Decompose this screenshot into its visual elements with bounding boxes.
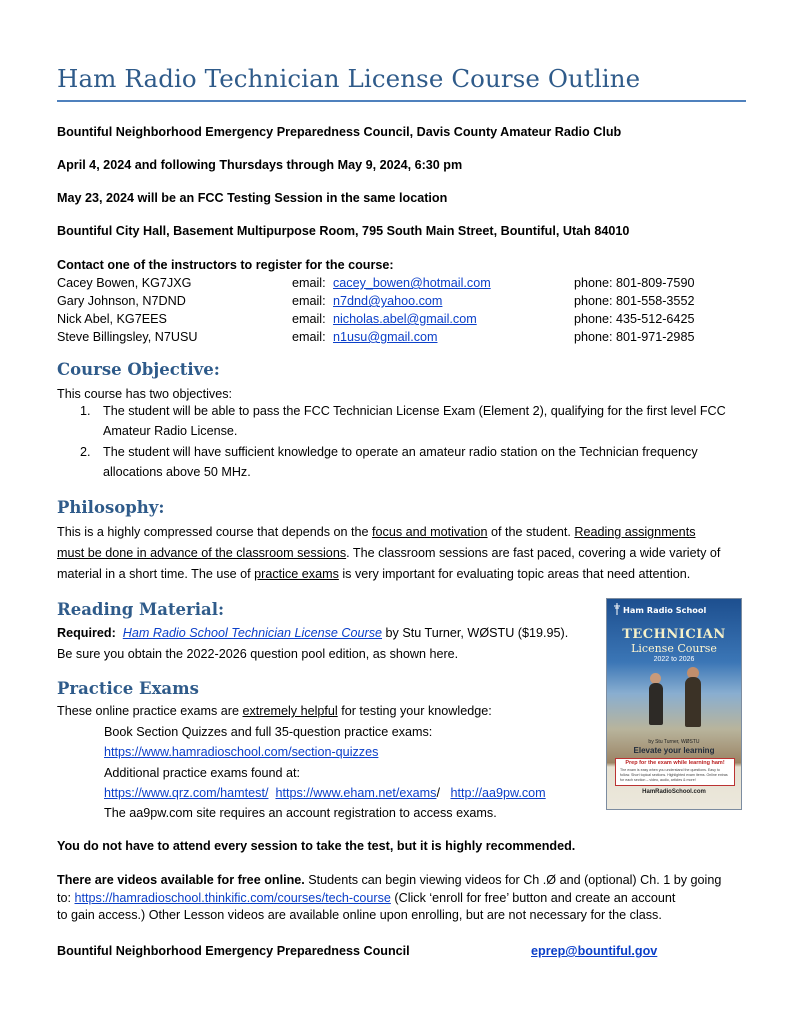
book-subtitle: License Course bbox=[631, 642, 717, 655]
book-cover-image bbox=[606, 598, 742, 810]
eham-link[interactable]: https://www.eham.net/exams bbox=[275, 786, 437, 800]
philosophy-emphasis: must be done in advance of the classroom sessions bbox=[57, 546, 347, 560]
book-link[interactable]: Ham Radio School Technician License Course bbox=[122, 626, 383, 640]
testing-session-line: May 23, 2024 will be an FCC Testing Session in the same location bbox=[57, 191, 448, 205]
instructor-name: Cacey Bowen, KG7JXG bbox=[57, 276, 192, 290]
videos-text: to gain access.) Other Lesson videos are available online upon enrolling, but are not necessary for the class. bbox=[57, 908, 662, 922]
additional-exams-line: Additional practice exams found at: bbox=[104, 766, 301, 780]
videos-text: to: bbox=[57, 890, 75, 905]
videos-bold-text: There are videos available for free online. bbox=[57, 873, 305, 887]
videos-text: (Click ‘enroll for free’ button and create an account bbox=[390, 890, 676, 905]
instructor-phone: phone: 801-971-2985 bbox=[574, 330, 695, 344]
instructor-name: Nick Abel, KG7EES bbox=[57, 312, 167, 326]
book-years: 2022 to 2026 bbox=[653, 656, 695, 663]
section-quizzes-link[interactable]: https://www.hamradioschool.com/section-quizzes bbox=[104, 745, 379, 759]
practice-text: These online practice exams are bbox=[57, 704, 243, 718]
objective-intro: This course has two objectives: bbox=[57, 387, 232, 401]
philosophy-paragraph bbox=[57, 522, 747, 585]
practice-emphasis: extremely helpful bbox=[242, 704, 338, 718]
person-figure bbox=[685, 677, 701, 727]
edition-note: Be sure you obtain the 2022-2026 question pool edition, as shown here. bbox=[57, 647, 459, 661]
instructor-email-link[interactable]: n1usu@gmail.com bbox=[333, 330, 438, 344]
email-label: email: bbox=[292, 330, 326, 344]
exam-links-line bbox=[104, 786, 546, 800]
instructor-row bbox=[57, 312, 757, 330]
email-label: email: bbox=[292, 276, 326, 290]
objective-text: Amateur Radio License. bbox=[103, 424, 238, 438]
book-tagline: Elevate your learning bbox=[633, 746, 715, 755]
instructor-phone: phone: 801-809-7590 bbox=[574, 276, 695, 290]
antenna-icon bbox=[613, 603, 621, 615]
practice-intro bbox=[57, 704, 492, 718]
objective-heading: Course Objective: bbox=[57, 360, 220, 379]
philosophy-text: material in a short time. The use of bbox=[57, 567, 255, 581]
instructor-row bbox=[57, 330, 757, 348]
book-author-price: by Stu Turner, WØSTU ($19.95). bbox=[382, 626, 569, 640]
quizzes-line: Book Section Quizzes and full 35-question practice exams: bbox=[104, 725, 433, 739]
list-number: 1. bbox=[80, 404, 91, 418]
instructor-email-link[interactable]: nicholas.abel@gmail.com bbox=[333, 312, 477, 326]
philosophy-heading: Philosophy: bbox=[57, 498, 165, 517]
required-book-line bbox=[57, 626, 568, 640]
objective-text: The student will have sufficient knowledge to operate an amateur radio station on the Technician frequency bbox=[103, 445, 698, 459]
book-prep-title: Prep for the exam while learning ham! bbox=[625, 760, 725, 766]
aa9pw-note: The aa9pw.com site requires an account registration to access exams. bbox=[104, 806, 497, 820]
philosophy-text: is very important for evaluating topic areas that need attention. bbox=[338, 567, 691, 581]
list-number: 2. bbox=[80, 445, 91, 459]
email-label: email: bbox=[292, 294, 326, 308]
book-prep-box bbox=[615, 758, 735, 786]
book-prep-text: The exam is easy when you understand the questions. Easy to follow. Short topical sections. Highlighted exam items. Online extras for each section – video, audio, articles & more! bbox=[620, 768, 728, 782]
philosophy-emphasis: Reading assignments bbox=[574, 525, 696, 539]
aa9pw-link[interactable]: http://aa9pw.com bbox=[450, 786, 546, 800]
reading-heading: Reading Material: bbox=[57, 600, 225, 619]
instructor-phone: phone: 801-558-3552 bbox=[574, 294, 695, 308]
philosophy-text: . The classroom sessions are fast paced, covering a wide variety of bbox=[346, 546, 721, 560]
objective-text: The student will be able to pass the FCC Technician License Exam (Element 2), qualifying for the first level FCC bbox=[103, 404, 726, 418]
philosophy-text: of the student. bbox=[487, 525, 575, 539]
instructor-email-link[interactable]: cacey_bowen@hotmail.com bbox=[333, 276, 491, 290]
contact-heading: Contact one of the instructors to register for the course: bbox=[57, 258, 394, 272]
instructor-name: Steve Billingsley, N7USU bbox=[57, 330, 198, 344]
person-figure bbox=[649, 683, 663, 725]
required-label: Required: bbox=[57, 626, 116, 640]
practice-heading: Practice Exams bbox=[57, 679, 199, 698]
instructor-row bbox=[57, 294, 757, 312]
instructor-email-link[interactable]: n7dnd@yahoo.com bbox=[333, 294, 443, 308]
book-site: HamRadioSchool.com bbox=[642, 789, 706, 795]
practice-text: for testing your knowledge: bbox=[337, 704, 492, 718]
recommendation-line: You do not have to attend every session to take the test, but it is highly recommended. bbox=[57, 839, 576, 853]
dates-line: April 4, 2024 and following Thursdays through May 9, 2024, 6:30 pm bbox=[57, 158, 463, 172]
philosophy-text: This is a highly compressed course that depends on the bbox=[57, 525, 373, 539]
qrz-link[interactable]: https://www.qrz.com/hamtest/ bbox=[104, 786, 269, 800]
videos-text: Students can begin viewing videos for Ch .Ø and (optional) Ch. 1 by going bbox=[304, 873, 722, 887]
philosophy-emphasis: focus and motivation bbox=[372, 525, 488, 539]
slash-text: / bbox=[436, 786, 440, 800]
book-brand: Ham Radio School bbox=[623, 605, 707, 615]
book-author: by Stu Turner, WØSTU bbox=[648, 739, 700, 745]
tech-course-link[interactable]: https://hamradioschool.thinkific.com/courses/tech-course bbox=[74, 890, 391, 905]
instructor-name: Gary Johnson, N7DND bbox=[57, 294, 186, 308]
sponsor-line: Bountiful Neighborhood Emergency Preparedness Council, Davis County Amateur Radio Club bbox=[57, 125, 622, 139]
email-label: email: bbox=[292, 312, 326, 326]
videos-paragraph bbox=[57, 872, 747, 925]
objective-text: allocations above 50 MHz. bbox=[103, 465, 251, 479]
footer-email-link[interactable]: eprep@bountiful.gov bbox=[531, 944, 658, 958]
title-divider bbox=[57, 100, 746, 102]
footer-org: Bountiful Neighborhood Emergency Preparedness Council bbox=[57, 944, 410, 958]
book-title: TECHNICIAN bbox=[622, 627, 726, 642]
instructor-phone: phone: 435-512-6425 bbox=[574, 312, 695, 326]
page-title: Ham Radio Technician License Course Outline bbox=[57, 64, 641, 93]
location-line: Bountiful City Hall, Basement Multipurpose Room, 795 South Main Street, Bountiful, Utah 84010 bbox=[57, 224, 630, 238]
philosophy-emphasis: practice exams bbox=[254, 567, 339, 581]
instructor-row bbox=[57, 276, 757, 294]
